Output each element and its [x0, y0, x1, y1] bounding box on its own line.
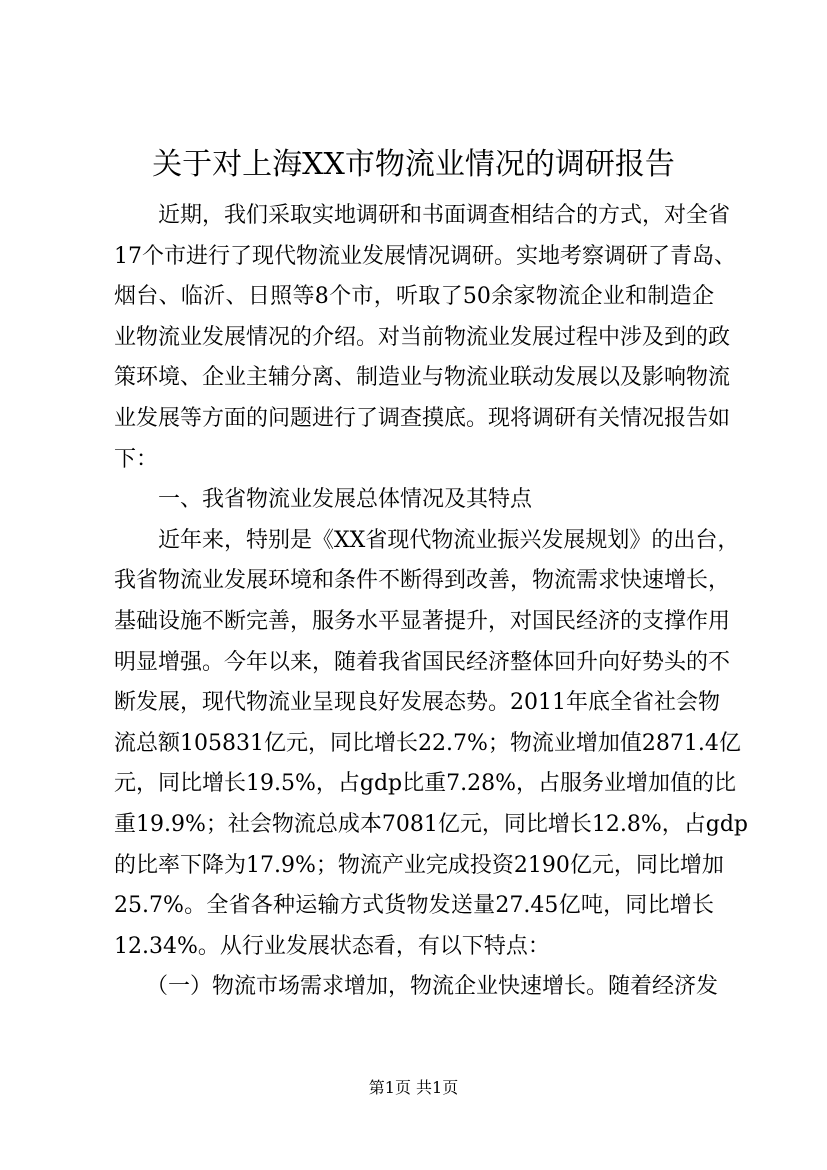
- paragraph-line: （一）物流市场需求增加，物流企业快速增长。随着经济发: [146, 974, 719, 1000]
- section-heading: 一、我省物流业发展总体情况及其特点: [158, 487, 533, 513]
- document-body: [114, 196, 749, 1008]
- paragraph-line: 重19.9%；社会物流总成本7081亿元，同比增长12.8%，占gdp: [114, 811, 749, 837]
- page-footer: 第1页 共1页: [368, 1078, 459, 1097]
- document-title: 关于对上海XX市物流业情况的调研报告: [152, 147, 675, 182]
- paragraph-line: 业物流业发展情况的介绍。对当前物流业发展过程中涉及到的政: [114, 324, 731, 350]
- paragraph-line: 近年来，特别是《XX省现代物流业振兴发展规划》的出台，: [158, 527, 740, 553]
- paragraph-line: 我省物流业发展环境和条件不断得到改善，物流需求快速增长，: [114, 568, 731, 594]
- paragraph-line: 断发展，现代物流业呈现良好发展态势。2011年底全省社会物: [114, 690, 720, 716]
- paragraph-line: 的比率下降为17.9%；物流产业完成投资2190亿元，同比增加: [114, 852, 724, 878]
- paragraph-line: 下：: [114, 446, 159, 472]
- paragraph-line: 12.34%。从行业发展状态看，有以下特点：: [114, 933, 550, 959]
- paragraph-line: 业发展等方面的问题进行了调查摸底。现将调研有关情况报告如: [114, 405, 731, 431]
- paragraph-line: 近期，我们采取实地调研和书面调查相结合的方式，对全省: [158, 203, 731, 228]
- paragraph-line: 17个市进行了现代物流业发展情况调研。实地考察调研了青岛、: [114, 243, 736, 269]
- paragraph-line: 基础设施不断完善，服务水平显著提升，对国民经济的支撑作用: [114, 608, 731, 634]
- paragraph-line: 烟台、临沂、日照等8个市，听取了50余家物流企业和制造企: [114, 284, 714, 310]
- paragraph-line: 元，同比增长19.5%，占gdp比重7.28%，占服务业增加值的比: [114, 771, 737, 797]
- paragraph-line: 策环境、企业主辅分离、制造业与物流业联动发展以及影响物流: [114, 365, 731, 391]
- paragraph-line: 明显增强。今年以来，随着我省国民经济整体回升向好势头的不: [114, 649, 731, 675]
- paragraph-line: 25.7%。全省各种运输方式货物发送量27.45亿吨，同比增长: [114, 893, 714, 919]
- paragraph-line: 流总额105831亿元，同比增长22.7%；物流业增加值2871.4亿: [114, 730, 741, 756]
